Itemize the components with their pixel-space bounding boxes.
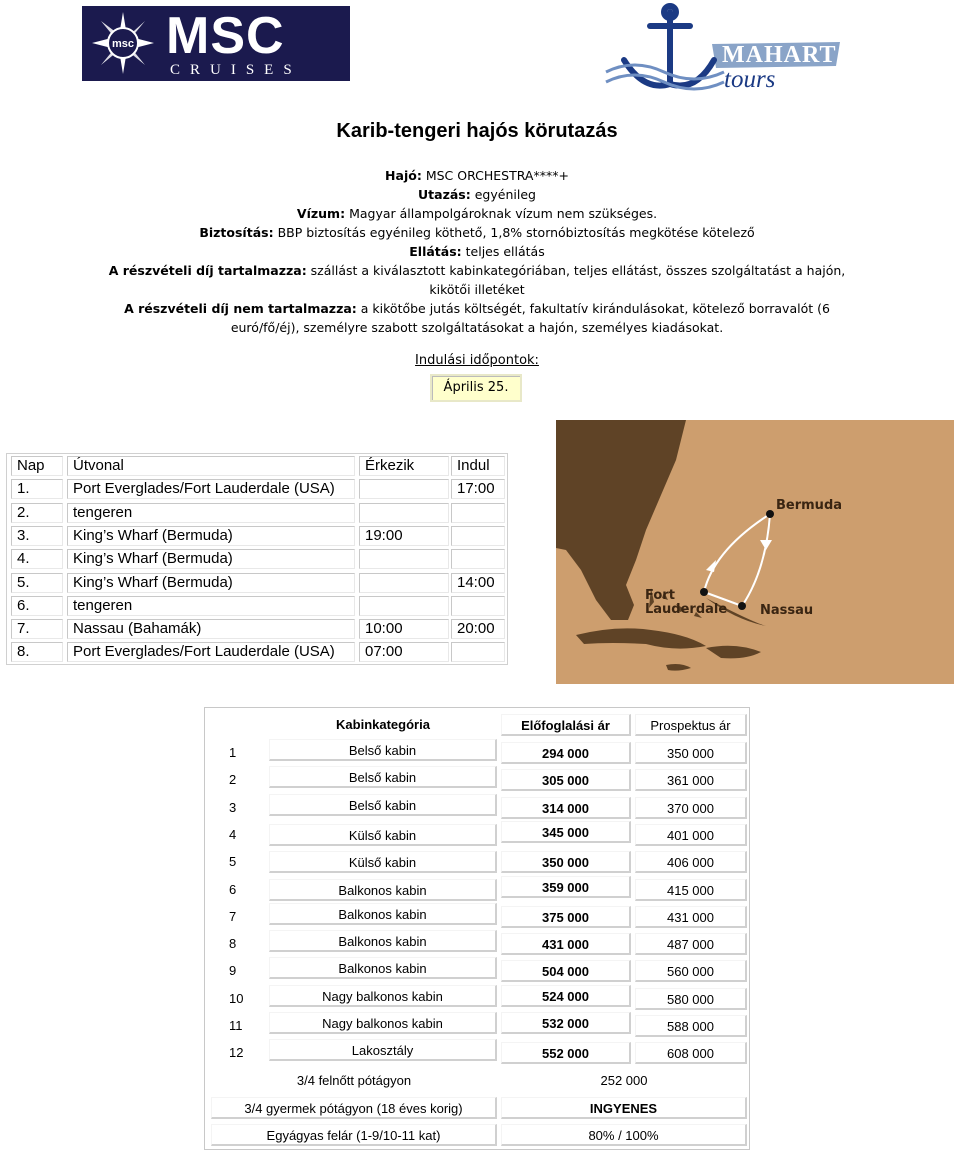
- price-category: Nagy balkonos kabin: [269, 985, 497, 1007]
- price-early: 532 000: [501, 1012, 631, 1034]
- insurance-label: Biztosítás:: [199, 225, 274, 240]
- itinerary-route: Port Everglades/Fort Lauderdale (USA): [67, 642, 355, 662]
- price-num: 11: [229, 1018, 243, 1033]
- itinerary-route: tengeren: [67, 596, 355, 616]
- price-header-row: [205, 711, 749, 738]
- route-map: [556, 420, 954, 684]
- visa-line: [100, 204, 854, 223]
- itinerary-row: [7, 571, 507, 594]
- price-category: Nagy balkonos kabin: [269, 1012, 497, 1034]
- price-row: [205, 985, 749, 1012]
- board-value: teljes ellátás: [465, 244, 545, 259]
- itinerary-route: King’s Wharf (Bermuda): [67, 573, 355, 593]
- price-category: Belső kabin: [269, 766, 497, 788]
- price-early: 431 000: [501, 933, 631, 955]
- header-route: Útvonal: [67, 456, 355, 476]
- header-category: Kabinkategória: [336, 717, 430, 732]
- mahart-tours-logo: [604, 2, 844, 97]
- itinerary-depart: [451, 549, 505, 569]
- itinerary-arrive: [359, 596, 449, 616]
- price-num: 12: [229, 1045, 244, 1061]
- price-num: 1: [229, 745, 237, 760]
- header-early-price: Előfoglalási ár: [501, 714, 631, 736]
- extra-label: 3/4 felnőtt pótágyon: [296, 1072, 412, 1088]
- travel-line: [100, 185, 854, 204]
- price-category: Balkonos kabin: [269, 903, 497, 925]
- insurance-line: [100, 223, 854, 242]
- extra-row: [205, 1094, 749, 1121]
- extra-value: INGYENES: [501, 1097, 747, 1119]
- visa-value: Magyar állampolgároknak vízum nem szükséges.: [349, 206, 658, 221]
- price-category: Belső kabin: [269, 794, 497, 816]
- excludes-label: A részvételi díj nem tartalmazza:: [124, 301, 357, 316]
- price-early: 314 000: [501, 797, 631, 819]
- travel-value: egyénileg: [474, 187, 536, 202]
- extra-value: 252 000: [600, 1072, 648, 1088]
- itinerary-route: Port Everglades/Fort Lauderdale (USA): [67, 479, 355, 499]
- price-category: Balkonos kabin: [269, 957, 497, 979]
- includes-line: [100, 261, 854, 299]
- price-num: 6: [229, 881, 237, 897]
- price-prospectus: 580 000: [635, 988, 747, 1010]
- insurance-value: BBP biztosítás egyénileg köthető, 1,8% stornóbiztosítás megkötése kötelező: [277, 225, 755, 240]
- price-prospectus: 560 000: [635, 960, 747, 982]
- extra-label: 3/4 gyermek pótágyon (18 éves korig): [211, 1097, 497, 1119]
- price-category: Balkonos kabin: [269, 930, 497, 952]
- page-title: Karib-tengeri hajós körutazás: [336, 120, 618, 142]
- price-early: 504 000: [501, 960, 631, 982]
- price-num: 8: [229, 936, 237, 952]
- travel-label: Utazás:: [418, 187, 471, 202]
- itinerary-arrive: [359, 503, 449, 523]
- itinerary-day: 1.: [11, 479, 63, 499]
- itinerary-row: [7, 477, 507, 500]
- itinerary-row: [7, 524, 507, 547]
- itinerary-row: [7, 501, 507, 524]
- extra-row: [205, 1067, 749, 1094]
- itinerary-arrive: [359, 479, 449, 499]
- price-prospectus: 487 000: [635, 933, 747, 955]
- price-early: 350 000: [501, 851, 631, 873]
- itinerary-row: [7, 640, 507, 663]
- itinerary-arrive: [359, 573, 449, 593]
- nassau-marker: [738, 602, 746, 610]
- msc-wordmark: MSC: [166, 7, 285, 65]
- itinerary-day: 4.: [11, 549, 63, 569]
- price-num: 10: [229, 990, 244, 1006]
- price-num: 9: [229, 963, 237, 979]
- price-num: 7: [229, 908, 237, 924]
- itinerary-depart: 20:00: [451, 619, 505, 639]
- departures-heading: Indulási időpontok:: [415, 353, 539, 368]
- ship-line: [100, 166, 854, 185]
- itinerary-header-row: [7, 454, 507, 477]
- bermuda-label: Bermuda: [776, 498, 843, 513]
- itinerary-depart: 17:00: [451, 479, 505, 499]
- itinerary-depart: [451, 642, 505, 662]
- extra-row: [205, 1121, 749, 1148]
- price-category: Külső kabin: [269, 824, 497, 846]
- excludes-line: [100, 299, 854, 337]
- extra-label: Egyágyas felár (1-9/10-11 kat): [211, 1124, 497, 1146]
- price-prospectus: 588 000: [635, 1015, 747, 1037]
- nassau-label: Nassau: [760, 603, 814, 618]
- itinerary-row: [7, 547, 507, 570]
- itinerary-arrive: 07:00: [359, 642, 449, 662]
- price-early: 305 000: [501, 769, 631, 791]
- itinerary-row: [7, 594, 507, 617]
- msc-compass-emblem: [92, 12, 154, 74]
- price-early: 294 000: [501, 742, 631, 764]
- price-num: 3: [229, 799, 237, 815]
- board-label: Ellátás:: [409, 244, 462, 259]
- itinerary-arrive: 19:00: [359, 526, 449, 546]
- cruises-wordmark: CRUISES: [170, 62, 302, 78]
- price-row: [205, 848, 749, 875]
- price-early: 552 000: [501, 1042, 631, 1064]
- itinerary-row: [7, 617, 507, 640]
- itinerary-arrive: 10:00: [359, 619, 449, 639]
- itinerary-depart: [451, 503, 505, 523]
- msc-cruises-logo: [82, 6, 350, 81]
- itinerary-route: tengeren: [67, 503, 355, 523]
- excludes-value: a kikötőbe jutás költségét, fakultatív kirándulásokat, kötelező borravalót (6 euró/fő/éj), személyre szabott szolgáltatásokat a hajón, személyes kiadásokat.: [230, 301, 830, 335]
- price-row: [205, 821, 749, 848]
- price-row: [205, 739, 749, 766]
- price-row: [205, 1039, 749, 1066]
- price-prospectus: 370 000: [635, 797, 747, 819]
- includes-value: szállást a kiválasztott kabinkategóriában, teljes ellátást, összes szolgáltatást a hajón, kikötői illetéket: [310, 263, 846, 297]
- price-row: [205, 794, 749, 821]
- msc-emblem-text: msc: [111, 38, 135, 50]
- itinerary-depart: 14:00: [451, 573, 505, 593]
- itinerary-day: 3.: [11, 526, 63, 546]
- ship-value: MSC ORCHESTRA****+: [425, 168, 569, 183]
- departure-date: Április 25.: [430, 374, 522, 402]
- itinerary-route: King’s Wharf (Bermuda): [67, 526, 355, 546]
- price-category: Külső kabin: [269, 851, 497, 873]
- price-prospectus: 431 000: [635, 906, 747, 928]
- price-row: [205, 903, 749, 930]
- itinerary-table: [6, 453, 508, 665]
- tours-wordmark: tours: [724, 66, 776, 93]
- price-early: 359 000: [501, 876, 631, 898]
- lauderdale-label: Lauderdale: [645, 602, 728, 617]
- price-row: [205, 1012, 749, 1039]
- price-row: [205, 930, 749, 957]
- price-num: 2: [229, 772, 237, 788]
- itinerary-day: 8.: [11, 642, 63, 662]
- mahart-wordmark: MAHART: [722, 42, 837, 68]
- header-day: Nap: [11, 456, 63, 476]
- itinerary-day: 2.: [11, 503, 63, 523]
- itinerary-day: 7.: [11, 619, 63, 639]
- price-category: Lakosztály: [269, 1039, 497, 1061]
- itinerary-day: 6.: [11, 596, 63, 616]
- price-num: 5: [229, 854, 237, 870]
- price-table: [204, 707, 750, 1150]
- fort-lauderdale-marker: [700, 588, 708, 596]
- itinerary-depart: [451, 596, 505, 616]
- header-arrive: Érkezik: [359, 456, 449, 476]
- price-early: 345 000: [501, 821, 631, 843]
- itinerary-route: Nassau (Bahamák): [67, 619, 355, 639]
- price-early: 375 000: [501, 906, 631, 928]
- trip-info: [100, 166, 854, 337]
- price-prospectus: 361 000: [635, 769, 747, 791]
- price-early: 524 000: [501, 985, 631, 1007]
- itinerary-route: King’s Wharf (Bermuda): [67, 549, 355, 569]
- bermuda-marker: [766, 510, 774, 518]
- price-row: [205, 876, 749, 903]
- extra-value: 80% / 100%: [501, 1124, 747, 1146]
- ship-label: Hajó:: [385, 168, 422, 183]
- visa-label: Vízum:: [296, 206, 346, 221]
- price-prospectus: 401 000: [635, 824, 747, 846]
- price-row: [205, 957, 749, 984]
- price-row: [205, 766, 749, 793]
- includes-label: A részvételi díj tartalmazza:: [108, 263, 307, 278]
- price-category: Belső kabin: [269, 739, 497, 761]
- price-category: Balkonos kabin: [269, 879, 497, 901]
- price-prospectus: 406 000: [635, 851, 747, 873]
- price-prospectus: 415 000: [635, 879, 747, 901]
- board-line: [100, 242, 854, 261]
- fort-label: Fort: [645, 588, 675, 603]
- header-depart: Indul: [451, 456, 505, 476]
- price-prospectus: 608 000: [635, 1042, 747, 1064]
- price-prospectus: 350 000: [635, 742, 747, 764]
- header-prospectus-price: Prospektus ár: [635, 714, 747, 736]
- itinerary-depart: [451, 526, 505, 546]
- itinerary-arrive: [359, 549, 449, 569]
- price-num: 4: [229, 826, 237, 842]
- itinerary-day: 5.: [11, 573, 63, 593]
